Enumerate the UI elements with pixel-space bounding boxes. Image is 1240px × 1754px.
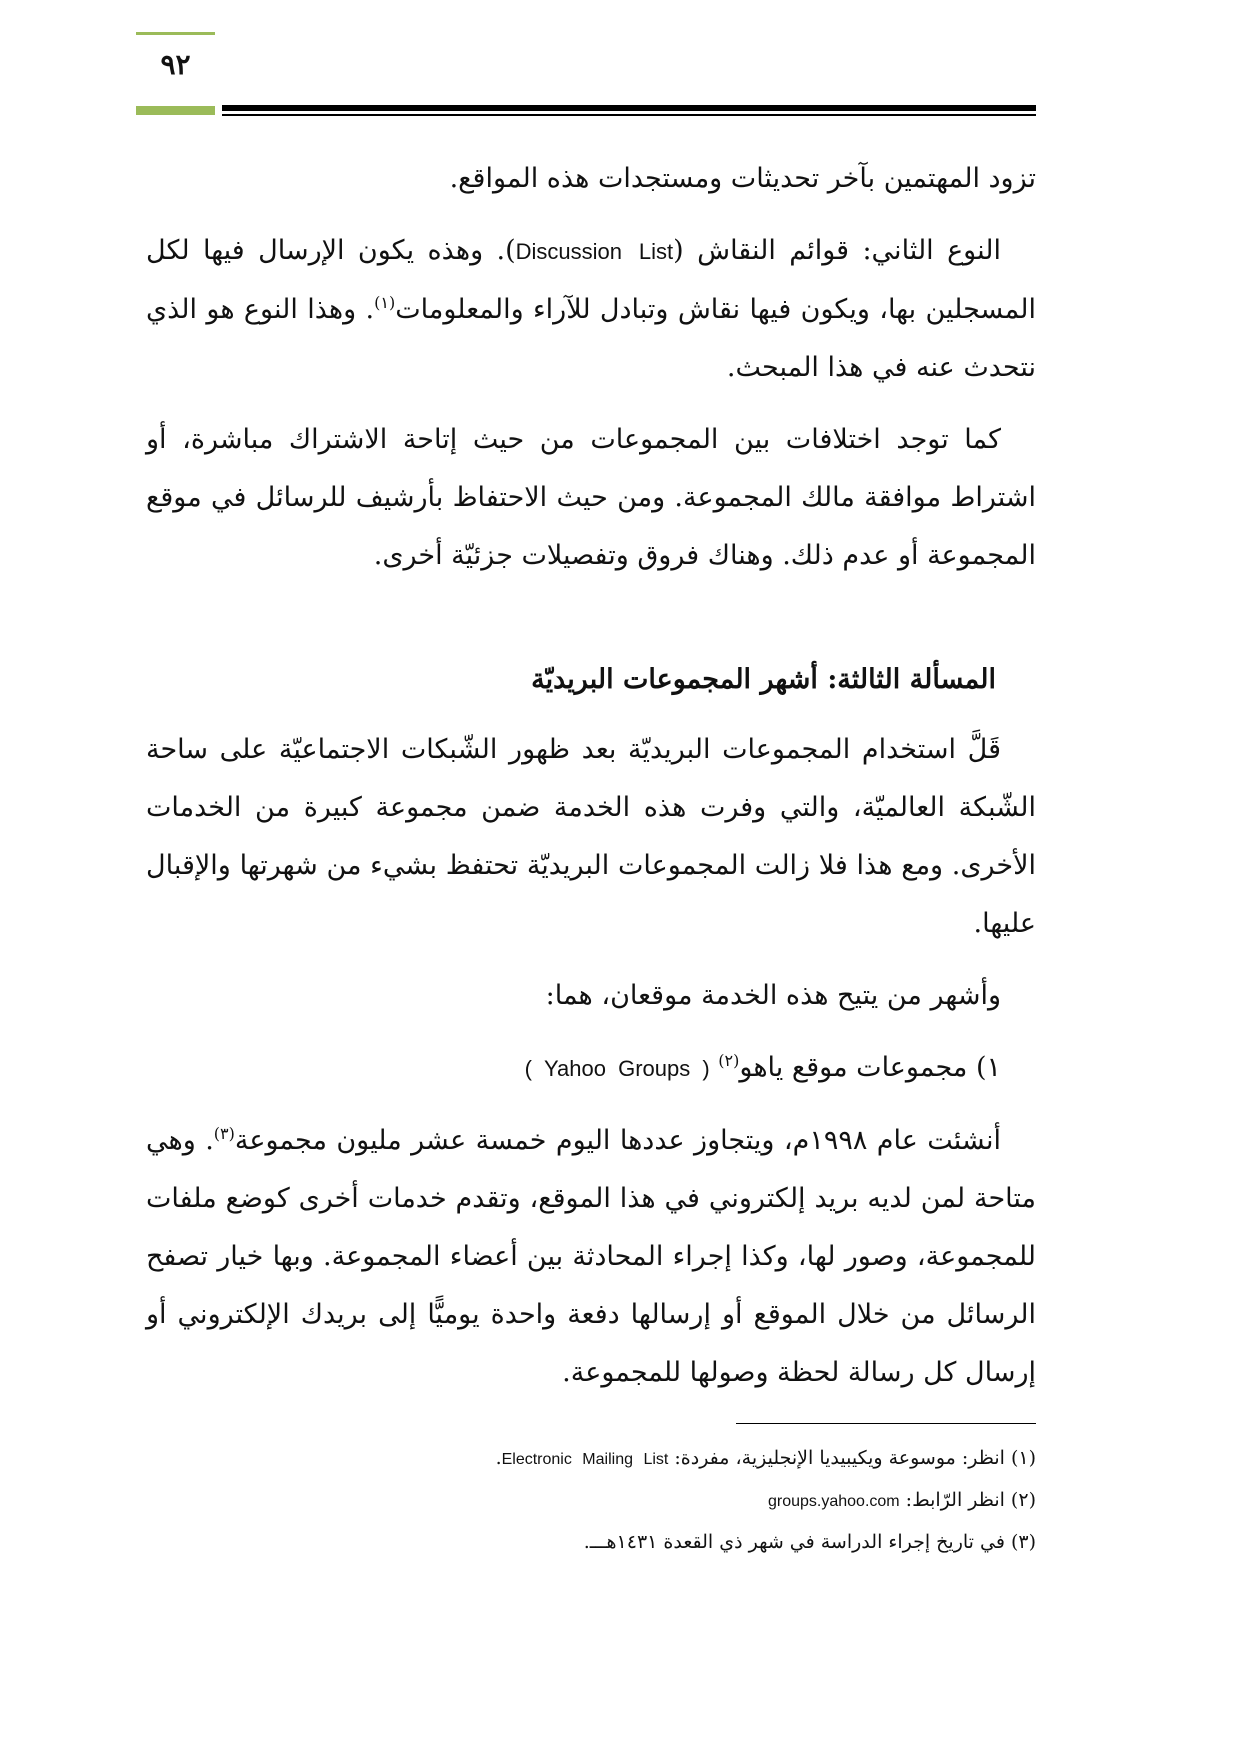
footnote-1-text: (١) انظر: موسوعة ويكيبيديا الإنجليزية، مفردة: [668, 1447, 1036, 1469]
yahoo-groups-term: ( Yahoo Groups ) [524, 1056, 710, 1081]
footnote-2-link[interactable]: groups.yahoo.com [767, 1493, 900, 1510]
header-rule-thin [222, 114, 1036, 116]
section-heading: المسألة الثالثة: أشهر المجموعات البريديّة [531, 664, 996, 695]
discussion-list-term: Discussion List [515, 239, 674, 264]
footnotes [146, 1438, 1036, 1562]
paragraph-2-text-a: النوع الثاني: قوائم النقاش ( [673, 235, 1002, 266]
paragraph-7-text-a: أنشئت عام ١٩٩٨م، ويتجاوز عددها اليوم خمسة عشر مليون مجموعة [234, 1125, 1001, 1156]
yahoo-groups-label: ١) مجموعات موقع ياهو [739, 1052, 1001, 1083]
footnote-2-text: (٢) انظر الرّابط: [899, 1489, 1036, 1511]
header-rule-thick [222, 105, 1036, 111]
paragraph-4: قَلَّ استخدام المجموعات البريديّة بعد ظهور الشّبكات الاجتماعيّة على ساحة الشّبكة العالميّة، والتي وفرت هذه الخدمة ضمن مجموعة كبيرة من الخدمات الأخرى. ومع هذا فلا زالت المجموعات البريديّة تحتفظ بشيء من شهرتها والإقبال عليها. [146, 734, 1036, 939]
footnote-ref-3[interactable]: (٣) [213, 1124, 235, 1143]
accent-line-top [136, 32, 215, 35]
paragraph-7 [146, 1112, 1036, 1402]
paragraph-5: وأشهر من يتيح هذه الخدمة موقعان، هما: [545, 980, 1001, 1011]
paragraph-2-text-c: . وهذا النوع هو الذي نتحدث عنه في هذا المبحث. [146, 294, 1036, 383]
paragraph-1: تزود المهتمين بآخر تحديثات ومستجدات هذه المواقع. [449, 163, 1036, 194]
footnote-1-end: . [495, 1447, 502, 1469]
paragraph-3: كما توجد اختلافات بين المجموعات من حيث إتاحة الاشتراك مباشرة، أو اشتراط موافقة مالك المجموعة. ومن حيث الاحتفاظ بأرشيف للرسائل في موقع المجموعة أو عدم ذلك. وهناك فروق وتفصيلات جزئيّة أخرى. [146, 424, 1036, 571]
footnote-1 [146, 1438, 1036, 1480]
paragraph-2 [146, 222, 1036, 397]
footnote-3: (٣) في تاريخ إجراء الدراسة في شهر ذي القعدة ١٤٣١هـــ. [583, 1531, 1036, 1553]
paragraph-6 [146, 1039, 1036, 1098]
footnote-ref-2[interactable]: (٢) [718, 1051, 740, 1070]
accent-bar [136, 106, 215, 115]
paragraph-7-text-b: . وهي متاحة لمن لديه بريد إلكتروني في هذا الموقع، وتقدم خدمات أخرى كوضع ملفات للمجموعة، وصور لها، وكذا إجراء المحادثة بين أعضاء المجموعة. وبها خيار تصفح الرسائل من خلال الموقع أو إرسالها دفعة واحدة يوميًّا إلى بريدك الإلكتروني أو إرسال كل رسالة لحظة وصولها للمجموعة. [146, 1125, 1036, 1388]
paragraph-2-text-b: ). وهذه يكون الإرسال فيها لكل المسجلين بها، ويكون فيها نقاش وتبادل للآراء والمعلومات [146, 235, 1036, 325]
page-number: ٩٢ [160, 48, 191, 81]
page-body [146, 150, 1036, 1416]
footnote-1-term: Electronic Mailing List [501, 1451, 669, 1468]
footnote-ref-1[interactable]: (١) [374, 293, 396, 312]
footnote-2 [146, 1480, 1036, 1522]
footnote-separator [736, 1423, 1036, 1424]
page-header [136, 30, 1036, 120]
